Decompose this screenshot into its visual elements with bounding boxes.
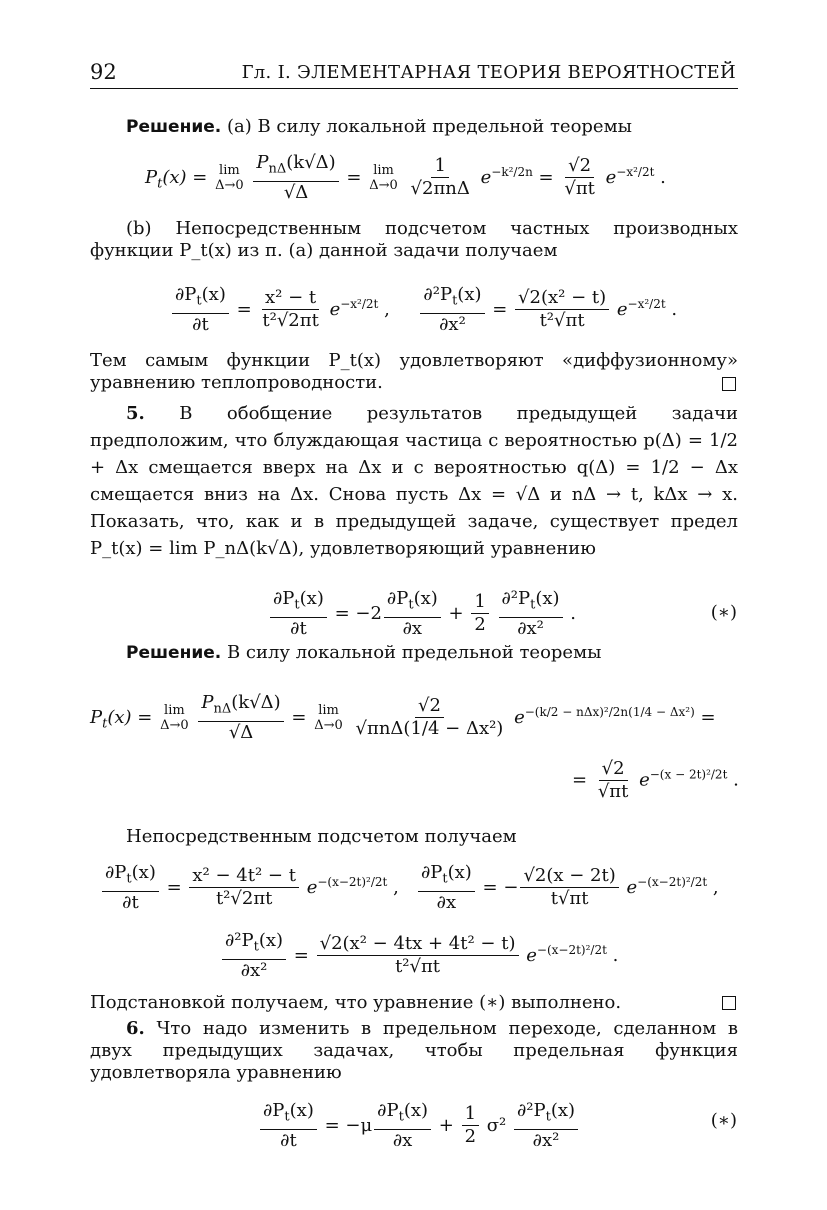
page-number: 92 <box>90 60 117 84</box>
equation-tag: (∗) <box>710 1110 737 1131</box>
equation-a: $P_t(x)$ = lim Δ→0 $\frac{P_{n\Delta}(k√\Delta)}{√\Delta}$ = lim Δ→0 $\frac{1}{\text{√2πnΔ}}$ $e^{-k^2/2n}$ = $\frac{√2}{√\pi t}$ $e^{-x^2/2t}$ . <box>145 152 666 203</box>
solution-a-paragraph <box>90 116 738 138</box>
running-header <box>90 58 738 89</box>
equation-b: $\frac{\partial P_t(x)}{\partial t}$ = $\frac{\text{x² − t}}{\text{t²√2πt}}$ $e^{-x^2/2t}$ , $\frac{\partial^2P_t(x)}{\text{∂x²}}$ = $\frac{\text{√2(x² − t)}}{\text{t²√πt}}$ $e^{-x^2/2t}$ . <box>170 284 677 336</box>
problem-6-text: Что надо изменить в предельном переходе, сделанном в двух предыдущих задачах, чтобы предельная функция удовлетворяла уравнению <box>90 1018 738 1083</box>
solution-a-text: (a) В силу локальной предельной теоремы <box>226 116 632 137</box>
diffusion-paragraph: Тем самым функции P_t(x) удовлетворяют «диффузионному» уравнению теплопроводности. <box>90 350 738 393</box>
equation-7: $\frac{\partial P_t(x)}{\partial t}$ = −μ $\frac{\partial P_t(x)}{\partial x}$ + $\frac{1}{2}$ σ² $\frac{\partial^2P_t(x)}{\text{∂x²}}$ <box>258 1100 580 1152</box>
problem-number: 5. <box>126 403 145 424</box>
solution-label: Решение. <box>126 643 222 663</box>
equation-5-line-1: $P_t(x)$ = lim Δ→0 $\frac{P_{n\Delta}(k√\Delta)}{√\Delta}$ = lim Δ→0 $\frac{√2}{\text{√πnΔ(1/4 − Δx²)}}$ $e^{-(k/2 - n\Delta x)^2/2n(1/4 - \Delta x^2)}$ = <box>90 692 716 743</box>
solution-5-text: В силу локальной предельной теоремы <box>226 642 602 663</box>
substitution-paragraph: Подстановкой получаем, что уравнение (∗) выполнено. <box>90 992 622 1013</box>
solution-5-paragraph <box>90 642 738 664</box>
qed-square <box>722 377 736 391</box>
direct-calculation-paragraph: Непосредственным подсчетом получаем <box>126 826 517 847</box>
equation-6-line-1: $\frac{\partial P_t(x)}{\partial t}$ = $\frac{\text{x² − 4t² − t}}{\text{t²√2πt}}$ $e^{-(x-2t)^2/2t}$ , $\frac{\partial P_t(x)}{\partial x}$ = − $\frac{√2(x - 2t)}{t√\pi t}$ $e^{-(x-2t)^2/2t}$ , <box>100 862 719 914</box>
equation-star: $\frac{\partial P_t(x)}{\partial t}$ = −2 $\frac{\partial P_t(x)}{\partial x}$ + $\frac{1}{2}$ $\frac{\partial^2P_t(x)}{\text{∂x²}}$ . <box>268 588 576 640</box>
equation-5-line-2: = $\frac{√2}{√\pi t}$ $e^{-(x - 2t)^2/2t}$ . <box>572 758 739 802</box>
problem-6-paragraph <box>90 1018 738 1084</box>
problem-5-paragraph <box>90 400 738 562</box>
running-title: Гл. I. ЭЛЕМЕНТАРНАЯ ТЕОРИЯ ВЕРОЯТНОСТЕЙ <box>241 62 736 83</box>
qed-square <box>722 996 736 1010</box>
equation-tag: (∗) <box>710 602 737 623</box>
problem-5-text: В обобщение результатов предыдущей задачи предположим, что блуждающая частица с вероятностью p(Δ) = 1/2 + Δx смещается вверх на Δx и с вероятностью q(Δ) = 1/2 − Δx смещается вниз на Δx. Снова пусть Δx = √Δ и nΔ → t, kΔx → x. Показать, что, как и в предыдущей задаче, существует предел P_t(x) = lim P_nΔ(k√Δ), удовлетворяющий уравнению <box>90 403 738 559</box>
equation-6-line-2: $\frac{\partial^2P_t(x)}{\text{∂x²}}$ = $\frac{\text{√2(x² − 4tx + 4t² − t)}}{\text{t²√πt}}$ $e^{-(x-2t)^2/2t}$ . <box>220 930 618 982</box>
problem-number: 6. <box>126 1018 145 1039</box>
part-b-paragraph: (b) Непосредственным подсчетом частных производных функции P_t(x) из п. (a) данной задачи получаем <box>90 218 738 261</box>
solution-label: Решение. <box>126 117 222 137</box>
